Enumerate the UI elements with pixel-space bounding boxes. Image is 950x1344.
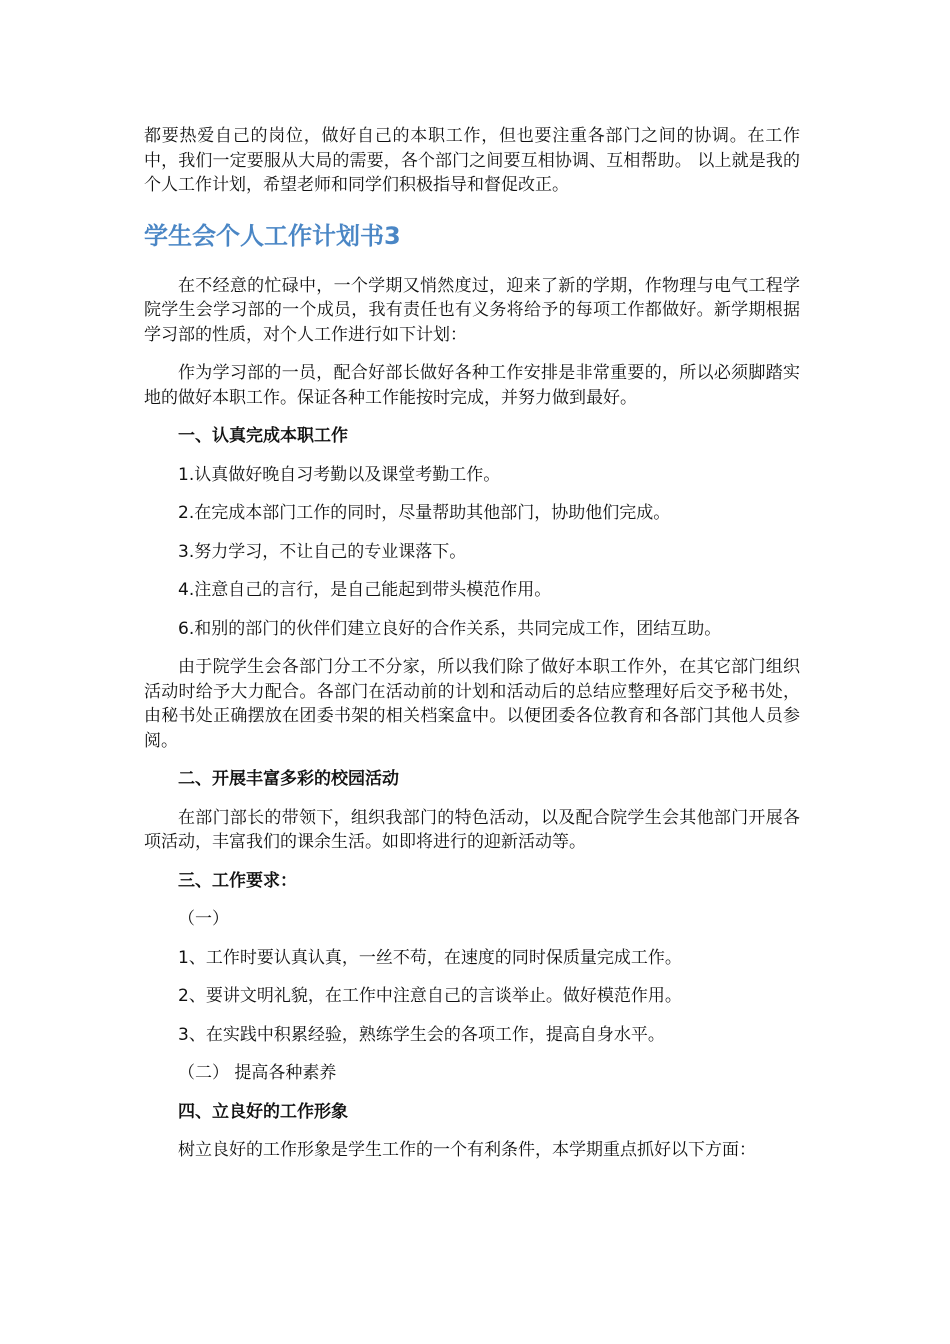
subheading-activities: 二、开展丰富多彩的校园活动 bbox=[178, 769, 399, 789]
paragraph-opening: 在不经意的忙碌中，一个学期又悄然度过，迎来了新的学期，作物理与电气工程学院学生会学习部的一个成员，我有责任也有义务将给予的每项工作都做好。新学期根据学习部的性质，对个人工作进行如下计划： bbox=[144, 275, 800, 345]
section-title: 学生会个人工作计划书3 bbox=[144, 221, 401, 250]
paragraph-role: 作为学习部的一员，配合好部长做好各种工作安排是非常重要的，所以必须脚踏实地的做好本职工作。保证各种工作能按时完成，并努力做到最好。 bbox=[144, 363, 800, 408]
list-marker: （一） bbox=[178, 909, 229, 929]
subheading-duties: 一、认真完成本职工作 bbox=[178, 426, 348, 446]
list-item: 1、工作时要认真认真，一丝不苟，在速度的同时保质量完成工作。 bbox=[178, 947, 682, 968]
list-item: 2、要讲文明礼貌，在工作中注意自己的言谈举止。做好模范作用。 bbox=[178, 986, 682, 1006]
list-item: 3、在实践中积累经验，熟练学生会的各项工作，提高自身水平。 bbox=[178, 1024, 665, 1045]
paragraph-activities: 在部门部长的带领下，组织我部门的特色活动，以及配合院学生会其他部门开展各项活动，丰富我们的课余生活。如即将进行的迎新活动等。 bbox=[144, 807, 800, 852]
paragraph-cooperation: 由于院学生会各部门分工不分家，所以我们除了做好本职工作外，在其它部门组织活动时给予大力配合。各部门在活动前的计划和活动后的总结应整理好后交予秘书处，由秘书处正确摆放在团委书架的相关档案盒中。以便团委各位教育和各部门其他人员参阅。 bbox=[144, 657, 800, 751]
list-item: 3.努力学习，不让自己的专业课落下。 bbox=[178, 541, 467, 562]
list-item: 6.和别的部门的伙伴们建立良好的合作关系，共同完成工作，团结互助。 bbox=[178, 618, 722, 639]
list-marker: （二） 提高各种素养 bbox=[178, 1063, 337, 1083]
subheading-image: 四、立良好的工作形象 bbox=[178, 1101, 348, 1122]
intro-paragraph: 都要热爱自己的岗位，做好自己的本职工作，但也要注重各部门之间的协调。在工作中，我们一定要服从大局的需要，各个部门之间要互相协调、互相帮助。 以上就是我的个人工作计划，希望老师和同学们积极指导和督促改正。 bbox=[144, 126, 800, 195]
document-page bbox=[144, 124, 800, 1177]
list-item: 1.认真做好晚自习考勤以及课堂考勤工作。 bbox=[178, 464, 501, 485]
subheading-requirements: 三、工作要求： bbox=[178, 870, 297, 891]
list-item: 2.在完成本部门工作的同时，尽量帮助其他部门，协助他们完成。 bbox=[178, 503, 671, 523]
paragraph-image: 树立良好的工作形象是学生工作的一个有利条件，本学期重点抓好以下方面： bbox=[178, 1140, 756, 1160]
list-item: 4.注意自己的言行，是自己能起到带头模范作用。 bbox=[178, 580, 552, 600]
